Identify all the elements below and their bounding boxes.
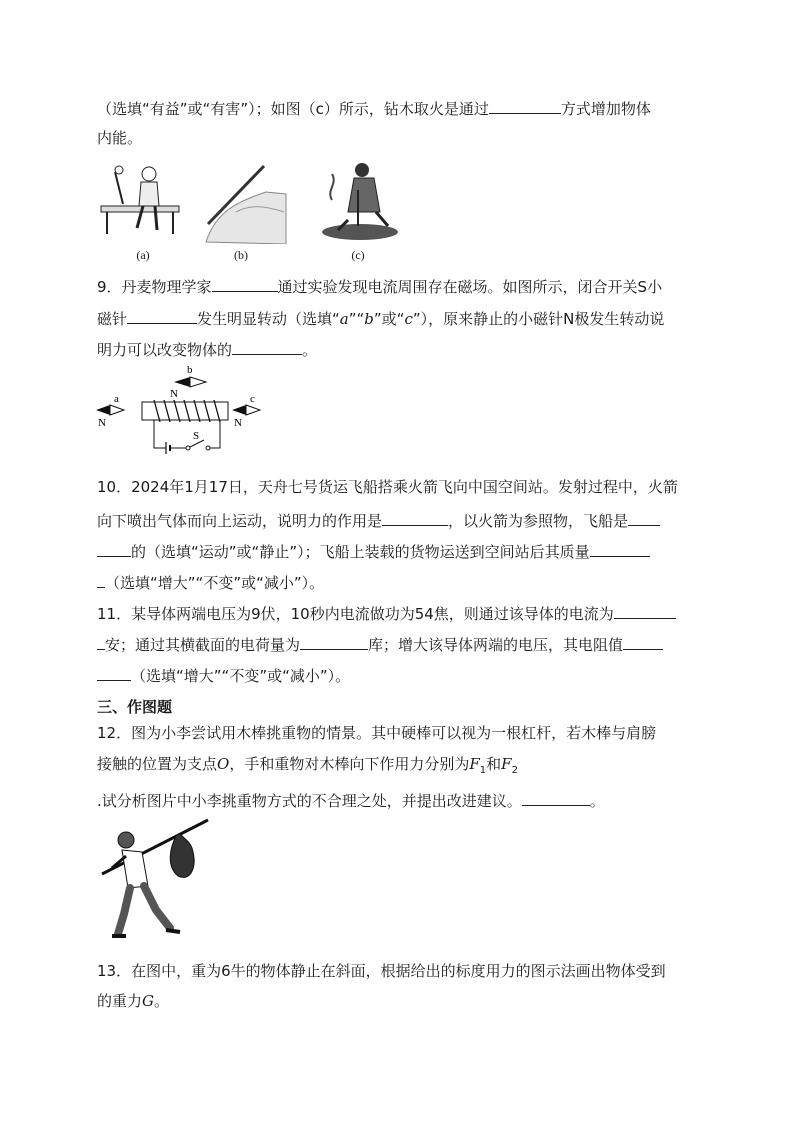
q11-resistance-blank-end[interactable] [97, 664, 131, 681]
section-heading: 三、作图题 [97, 698, 173, 716]
person-head [118, 832, 134, 848]
q10-mass-blank-start[interactable] [590, 540, 650, 557]
q11-charge-blank[interactable] [300, 633, 368, 650]
q11-text-c: 库；增大该导体两端的电压，其电阻值 [368, 636, 624, 654]
q11-text-d: （选填“增大”“不变”或“减小”）。 [131, 667, 351, 685]
figure-solenoid-circuit [94, 364, 274, 454]
q12-line3 [97, 789, 605, 811]
q9-text-c: 磁针 [97, 310, 128, 328]
q9-sep-2: ”或“ [373, 310, 405, 328]
q12-text-c: .试分析图片中小李挑重物方式的不合理之处，并提出改进建议。 [97, 792, 522, 810]
figure-person-carrying-load [100, 818, 212, 942]
q13-text-b: 。 [154, 992, 170, 1010]
q13-line2 [97, 991, 169, 1011]
q10-text-c: 的（选填“运动”或“静止”）；飞船上装载的货物运送到空间站后其质量 [131, 543, 590, 561]
q10-text-b: ，以火箭为参照物，飞船是 [448, 512, 629, 530]
q9-option-c: c [404, 310, 413, 328]
q11-line1 [97, 602, 676, 624]
label-c: c [250, 393, 255, 405]
q12-text-b: ，手和重物对木棒向下作用力分别为 [229, 755, 470, 773]
figure-b-hand-with-pencil [196, 162, 288, 244]
label-a: a [114, 393, 119, 405]
q10-force-blank[interactable] [382, 509, 448, 526]
label-s: S [193, 430, 200, 442]
q10-line1: 10．2024年1月17日，天舟七号货运飞船搭乘火箭飞向中国空间站。发射过程中，火箭 [97, 478, 678, 496]
q10-motion-blank-start[interactable] [628, 509, 660, 526]
q8-text-a: （选填“有益”或“有害”）；如图（c）所示，钻木取火是通过 [97, 100, 489, 118]
needle-a-south-half [110, 405, 124, 415]
person-legs [118, 886, 170, 934]
q9-text-b: 通过实验发现电流周围存在磁场。如图所示，闭合开关S小 [277, 278, 663, 296]
q9-effect-blank[interactable] [232, 338, 302, 355]
q12-line2 [97, 754, 518, 781]
q9-needle-blank[interactable] [127, 307, 197, 324]
q8-line1 [97, 97, 651, 119]
label-n-top: N [170, 388, 178, 400]
q11-current-blank-end[interactable] [97, 633, 105, 650]
heavy-bundle [170, 834, 194, 877]
q9-text-d: 发生明显转动（选填“ [197, 310, 340, 328]
q11-line3 [97, 664, 350, 686]
q9-text-e: ”），原来静止的小磁针N极发生转动说 [412, 310, 665, 328]
q12-answer-blank[interactable] [522, 789, 590, 806]
q13-line1: 13．在图中，重为6牛的物体静止在斜面，根据给出的标度用力的图示法画出物体受到 [97, 962, 666, 980]
label-n-left: N [98, 417, 106, 429]
q9-option-a: a [339, 310, 349, 328]
switch-pivot [186, 446, 190, 450]
q11-current-blank-start[interactable] [614, 602, 676, 619]
q11-resistance-blank-start[interactable] [623, 633, 663, 650]
q8-text-b: 方式增加物体 [560, 100, 651, 118]
figure-a-person-on-bench [99, 160, 189, 238]
needle-b-north-half [174, 377, 190, 387]
q12-f1-sub: 1 [479, 765, 487, 776]
switch-contact [206, 446, 210, 450]
q9-text-g: 。 [302, 341, 318, 359]
label-n-right: N [234, 417, 242, 429]
figure-c-drilling-wood-fire [318, 160, 402, 244]
q13-text-a: 的重力 [97, 992, 143, 1010]
wire-right [210, 420, 220, 448]
caption-b: (b) [234, 248, 248, 262]
q9-sep-1: ”“ [348, 310, 365, 328]
q9-line2 [97, 307, 664, 329]
q11-text-b: 安；通过其横截面的电荷量为 [105, 636, 301, 654]
q10-text-a: 向下喷出气体而向上运动，说明力的作用是 [97, 512, 383, 530]
q9-line3 [97, 338, 317, 360]
q11-text-a: 11．某导体两端电压为9伏，10秒内电流做功为54焦，则通过该导体的电流为 [97, 605, 614, 623]
needle-c-north-half [232, 405, 246, 415]
q10-line4 [97, 571, 324, 593]
q10-line3 [97, 540, 650, 562]
q10-line2 [97, 509, 660, 531]
q12-pivot-o: O [217, 755, 230, 773]
q8-answer-blank[interactable] [489, 97, 561, 114]
q12-text-a: 接触的位置为支点 [97, 755, 218, 773]
q9-text-f: 明力可以改变物体的 [97, 341, 233, 359]
q10-motion-blank-end[interactable] [97, 540, 131, 557]
label-b: b [187, 364, 193, 376]
q9-scientist-blank[interactable] [212, 275, 278, 292]
caption-a: (a) [136, 248, 150, 262]
q12-f2-sub: 2 [511, 765, 518, 776]
q13-gravity-g: G [142, 992, 154, 1010]
needle-c-south-half [246, 405, 260, 415]
q12-text-d: 。 [589, 792, 605, 810]
q10-mass-blank-end[interactable] [97, 571, 105, 588]
q11-line2 [97, 633, 663, 655]
q8-line2: 内能。 [97, 129, 143, 147]
wire-left [154, 420, 166, 448]
q12-f1: F [469, 755, 480, 773]
caption-c: (c) [351, 248, 365, 262]
q9-option-b: b [364, 310, 374, 328]
q9-text-a: 9．丹麦物理学家 [97, 278, 212, 296]
q9-line1 [97, 275, 662, 297]
q10-text-d: （选填“增大”“不变”或“减小”）。 [105, 574, 325, 592]
q12-and: 和 [486, 755, 502, 773]
q12-line1: 12．图为小李尝试用木棒挑重物的情景。其中硬棒可以视为一根杠杆，若木棒与肩膀 [97, 724, 657, 742]
q12-f2: F [501, 755, 512, 773]
needle-b-south-half [190, 377, 206, 387]
needle-a-north-half [96, 405, 110, 415]
